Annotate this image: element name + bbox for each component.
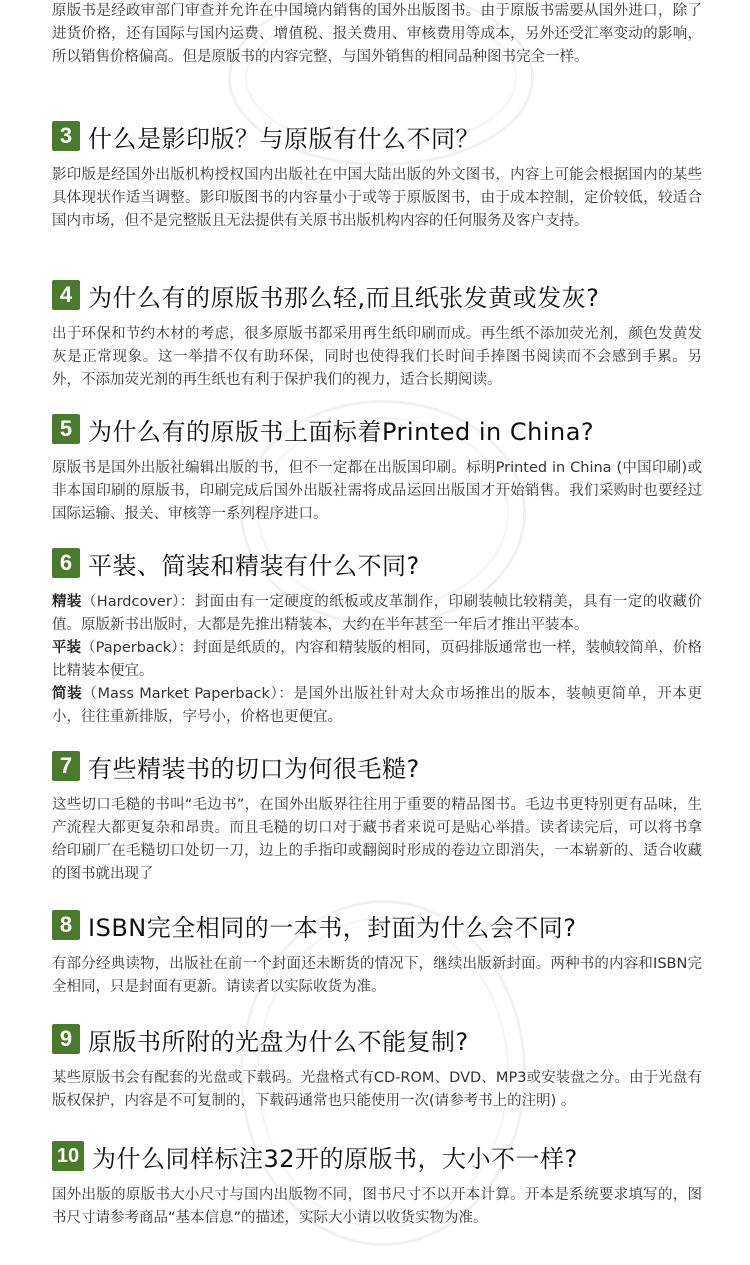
section-title: 为什么有的原版书上面标着Printed in China?: [88, 417, 595, 446]
section-heading: [52, 118, 702, 154]
faq-section-5: [52, 411, 702, 526]
section-heading: [52, 1021, 702, 1057]
binding-type-item: [52, 637, 702, 683]
section-number-badge: 3: [52, 121, 80, 151]
binding-term: 精装: [52, 594, 82, 610]
section-body: 有部分经典读物，出版社在前一个封面还未断货的情况下，继续出版新封面。两种书的内容和ISBN完全相同，只是封面有更新。请读者以实际收货为准。: [52, 956, 702, 995]
section-title: 原版书所附的光盘为什么不能复制?: [88, 1027, 469, 1056]
section-heading: [52, 1138, 702, 1174]
section-title: ISBN完全相同的一本书，封面为什么会不同?: [88, 913, 577, 942]
faq-section-10: [52, 1138, 702, 1230]
faq-section-3: [52, 118, 702, 233]
faq-section-9: [52, 1021, 702, 1113]
section-title: 为什么有的原版书那么轻,而且纸张发黄或发灰?: [88, 283, 600, 312]
section-number-badge: 9: [52, 1024, 80, 1054]
binding-description: （Hardcover）：封面由有一定硬度的纸板或皮革制作，印刷装帧比较精美，具有一定的收藏价值。原版新书出版时，大都是先推出精装本，大约在半年甚至一年后才推出平装本。: [52, 594, 702, 633]
section-body: 原版书是国外出版社编辑出版的书，但不一定都在出版国印刷。标明Printed in China (中国印刷)或非本国印刷的原版书，印刷完成后国外出版社需将成品运回出版国才开始销售。我们采购时也要经过国际运输、报关、审核等一系列程序进口。: [52, 460, 702, 522]
faq-section-4: [52, 277, 702, 392]
section-title: 有些精装书的切口为何很毛糙?: [88, 754, 420, 783]
section-title: 平装、简装和精装有什么不同?: [88, 551, 420, 580]
binding-type-item: [52, 591, 702, 637]
section-body: 某些原版书会有配套的光盘或下载码。光盘格式有CD-ROM、DVD、MP3或安装盘之分。由于光盘有版权保护，内容是不可复制的，下载码通常也只能使用一次(请参考书上的注明) 。: [52, 1070, 702, 1109]
faq-section-7: [52, 748, 702, 886]
section-number-badge: 7: [52, 751, 80, 781]
section-heading: [52, 545, 702, 581]
faq-section-8: [52, 907, 702, 999]
section-number-badge: 6: [52, 548, 80, 578]
intro-block: [52, 0, 702, 69]
binding-type-item: [52, 683, 702, 729]
binding-term: 平装: [52, 640, 82, 656]
section-body: 国外出版的原版书大小尺寸与国内出版物不同，图书尺寸不以开本计算。开本是系统要求填写的，图书尺寸请参考商品“基本信息”的描述，实际大小请以收货实物为准。: [52, 1187, 702, 1226]
section-heading: [52, 277, 702, 313]
section-title: 为什么同样标注32开的原版书，大小不一样?: [92, 1144, 578, 1173]
binding-description: （Paperback）：封面是纸质的，内容和精装版的相同，页码排版通常也一样，装帧较简单，价格比精装本便宜。: [52, 640, 702, 679]
binding-term: 简装: [52, 686, 83, 702]
section-heading: [52, 411, 702, 447]
section-number-badge: 10: [52, 1141, 84, 1171]
section-number-badge: 5: [52, 414, 80, 444]
intro-text: 原版书是经政审部门审查并允许在中国境内销售的国外出版图书。由于原版书需要从国外进口，除了进货价格，还有国际与国内运费、增值税、报关费用、审核费用等成本，另外还受汇率变动的影响，所以销售价格偏高。但是原版书的内容完整，与国外销售的相同品种图书完全一样。: [52, 3, 702, 65]
section-number-badge: 4: [52, 280, 80, 310]
section-heading: [52, 907, 702, 943]
binding-description: （Mass Market Paperback）：是国外出版社针对大众市场推出的版本，装帧更简单，开本更小，往往重新排版，字号小，价格也更便宜。: [52, 686, 703, 725]
section-title: 什么是影印版？与原版有什么不同？: [88, 124, 480, 153]
section-body: 出于环保和节约木材的考虑，很多原版书都采用再生纸印刷而成。再生纸不添加荧光剂，颜色发黄发灰是正常现象。这一举措不仅有助环保，同时也使得我们长时间手捧图书阅读而不会感到手累。另外，不添加荧光剂的再生纸也有利于保护我们的视力，适合长期阅读。: [52, 326, 702, 388]
section-body: 影印版是经国外出版机构授权国内出版社在中国大陆出版的外文图书，内容上可能会根据国内的某些具体现状作适当调整。影印版图书的内容量小于或等于原版图书，由于成本控制，定价较低，较适合国内市场，但不是完整版且无法提供有关原书出版机构内容的任何服务及客户支持。: [52, 167, 702, 229]
faq-section-6: [52, 545, 702, 729]
section-number-badge: 8: [52, 910, 80, 940]
section-body: 这些切口毛糙的书叫“毛边书”，在国外出版界往往用于重要的精品图书。毛边书更特别更有品味，生产流程大都更复杂和昂贵。而且毛糙的切口对于藏书者来说可是贴心举措。读者读完后，可以将书拿给印刷厂在毛糙切口处切一刀，边上的手指印或翻阅时形成的卷边立即消失，一本崭新的、适合收藏的图书就出现了: [52, 797, 702, 882]
section-heading: [52, 748, 702, 784]
